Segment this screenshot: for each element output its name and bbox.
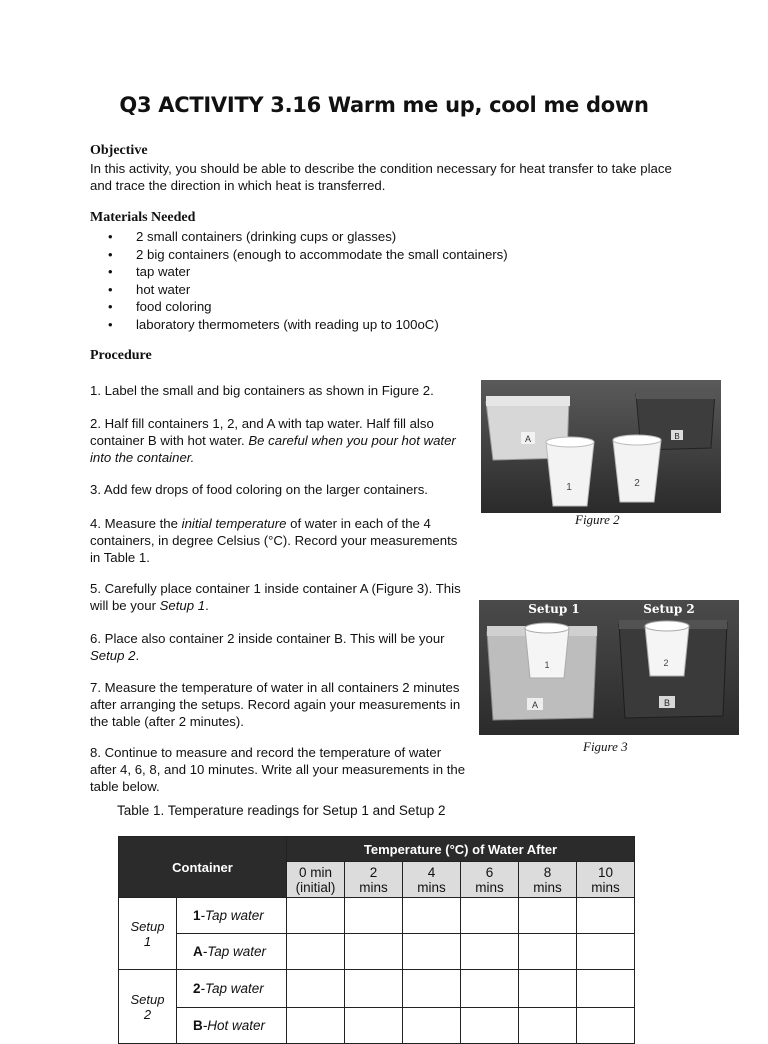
objective-heading: Objective: [90, 143, 148, 158]
reading-cell[interactable]: [577, 934, 635, 970]
reading-cell[interactable]: [345, 970, 403, 1008]
reading-cell[interactable]: [287, 970, 345, 1008]
materials-list: [108, 228, 508, 334]
container-desc: -Tap water: [200, 908, 264, 923]
figure-2-photo: [481, 380, 721, 513]
setup-number: 1: [143, 933, 152, 949]
objective-text: In this activity, you should be able to describe the condition necessary for heat transfer to take place and trace the direction in which heat is transferred.: [90, 161, 672, 193]
reading-cell[interactable]: [577, 898, 635, 934]
step-text: 8. Continue to measure and record the temperature of water after 4, 6, 8, and 10 minutes. Write all your measurements in the table below.: [90, 745, 466, 794]
table-row: [119, 970, 635, 1008]
time-header-line1: 8: [543, 864, 552, 880]
reading-cell[interactable]: [461, 970, 519, 1008]
setup-2-container-b-label: B: [663, 698, 671, 708]
setup-number: 2: [143, 1006, 152, 1022]
temperature-header: Temperature (°C) of Water After: [287, 837, 635, 862]
time-header: [287, 862, 345, 898]
materials-heading: Materials Needed: [90, 210, 196, 225]
container-b-label: B: [674, 432, 680, 441]
container-id: 1: [193, 908, 201, 923]
time-header-line2: mins: [475, 879, 504, 895]
reading-cell[interactable]: [287, 1008, 345, 1044]
cup-1-label: 1: [566, 482, 572, 493]
step-text: 2. Half fill containers 1, 2, and A with tap water. Half fill also container B with hot water.: [90, 416, 434, 448]
container-cell: [177, 1008, 287, 1044]
step-text: 1. Label the small and big containers as shown in Figure 2.: [90, 383, 434, 398]
procedure-step: [90, 630, 470, 664]
procedure-step: [90, 515, 470, 566]
material-item: • 2 small containers (drinking cups or glasses): [108, 228, 508, 246]
container-id: A: [193, 944, 203, 959]
reading-cell[interactable]: [519, 1008, 577, 1044]
procedure-step: [90, 580, 470, 614]
procedure-step: [90, 481, 470, 498]
reading-cell[interactable]: [403, 898, 461, 934]
procedure-heading: Procedure: [90, 348, 152, 363]
container-header: Container: [119, 837, 287, 898]
material-item: • 2 big containers (enough to accommodate the small containers): [108, 246, 508, 264]
material-item: • tap water: [108, 263, 508, 281]
figure-2-illustration: [481, 380, 721, 513]
reading-cell[interactable]: [461, 1008, 519, 1044]
cup-2-label: 2: [634, 478, 640, 489]
material-item: [108, 316, 508, 334]
step-text: 4. Measure the: [90, 516, 182, 531]
table-row: [119, 1008, 635, 1044]
time-header: [577, 862, 635, 898]
container-id: 2: [193, 981, 201, 996]
container-cell: [177, 970, 287, 1008]
reading-cell[interactable]: [577, 1008, 635, 1044]
time-header-line2: mins: [359, 879, 388, 895]
container-a-label: A: [524, 434, 532, 444]
container-desc: -Hot water: [202, 1018, 266, 1033]
reading-cell[interactable]: [577, 970, 635, 1008]
reading-cell[interactable]: [403, 970, 461, 1008]
procedure-step: [90, 744, 470, 795]
reading-cell[interactable]: [519, 898, 577, 934]
step-text-end: .: [135, 648, 140, 663]
setup-2-label: Setup 2: [643, 602, 695, 616]
page-title: Q3 ACTIVITY 3.16 Warm me up, cool me down: [119, 93, 649, 117]
step-emphasis: Setup 2: [90, 648, 136, 663]
reading-cell[interactable]: [345, 898, 403, 934]
reading-cell[interactable]: [287, 934, 345, 970]
procedure-step: [90, 679, 470, 730]
time-header-line2: mins: [417, 879, 446, 895]
step-text-end: .: [205, 598, 209, 613]
step-text-end: of water in each of the 4 containers, in degree Celsius (°C). Record your measurements in Table 1.: [90, 516, 458, 565]
setup-1-cup-label: 1: [544, 660, 550, 670]
time-header-line2: (initial): [295, 879, 336, 895]
container-desc: -Tap water: [200, 981, 264, 996]
reading-cell[interactable]: [287, 898, 345, 934]
procedure-step: [90, 382, 470, 399]
setup-2-cell: [119, 970, 177, 1044]
material-item: • hot water: [108, 281, 508, 299]
time-header-line1: 0 min: [298, 864, 332, 880]
step-text: 7. Measure the temperature of water in all containers 2 minutes after arranging the setups. Record again your measurements in the table (after 2 minutes).: [90, 680, 461, 729]
time-header-line2: mins: [533, 879, 562, 895]
temperature-table: [118, 836, 635, 1044]
setup-1-container-a-label: A: [531, 700, 539, 710]
time-header: [519, 862, 577, 898]
reading-cell[interactable]: [345, 934, 403, 970]
reading-cell[interactable]: [519, 934, 577, 970]
reading-cell[interactable]: [403, 934, 461, 970]
figure-3-caption: Figure 3: [583, 739, 628, 754]
figure-2-caption: Figure 2: [575, 512, 620, 527]
step-text: 3. Add few drops of food coloring on the larger containers.: [90, 482, 428, 497]
table-row: [119, 898, 635, 934]
procedure-step: [90, 415, 470, 466]
step-text: 6. Place also container 2 inside container B. This will be your: [90, 631, 445, 646]
material-item-thermometer: laboratory thermometers (with reading up to 100oC): [136, 316, 439, 332]
time-header-line1: 10: [597, 864, 614, 880]
setup-1-cell: [119, 898, 177, 970]
time-header: [345, 862, 403, 898]
step-emphasis: Setup 1: [159, 598, 206, 613]
container-cell: [177, 934, 287, 970]
figure-3-photo: [479, 600, 739, 735]
time-header: [403, 862, 461, 898]
container-desc: -Tap water: [202, 944, 267, 959]
setup-label: Setup: [130, 991, 165, 1007]
table-row: [119, 934, 635, 970]
time-header-line2: mins: [591, 879, 620, 895]
reading-cell[interactable]: [519, 970, 577, 1008]
table-caption: Table 1. Temperature readings for Setup 1 and Setup 2: [117, 803, 446, 818]
time-header-line1: 6: [485, 864, 494, 880]
step-text: 5. Carefully place container 1 inside container A (Figure 3). This will be your: [90, 581, 461, 613]
time-header: [461, 862, 519, 898]
step-emphasis: Be careful when you pour hot water into the container.: [90, 433, 456, 465]
time-header-line1: 2: [369, 864, 378, 880]
figure-3-illustration: [479, 600, 739, 735]
container-cell: [177, 898, 287, 934]
container-id: B: [193, 1018, 203, 1033]
setup-1-label: Setup 1: [528, 602, 580, 616]
reading-cell[interactable]: [403, 1008, 461, 1044]
setup-label: Setup: [130, 918, 165, 934]
material-item: • food coloring: [108, 298, 508, 316]
reading-cell[interactable]: [345, 1008, 403, 1044]
setup-2-cup-label: 2: [663, 658, 669, 668]
time-header-line1: 4: [427, 864, 436, 880]
step-emphasis: initial temperature: [181, 516, 287, 531]
reading-cell[interactable]: [461, 898, 519, 934]
reading-cell[interactable]: [461, 934, 519, 970]
